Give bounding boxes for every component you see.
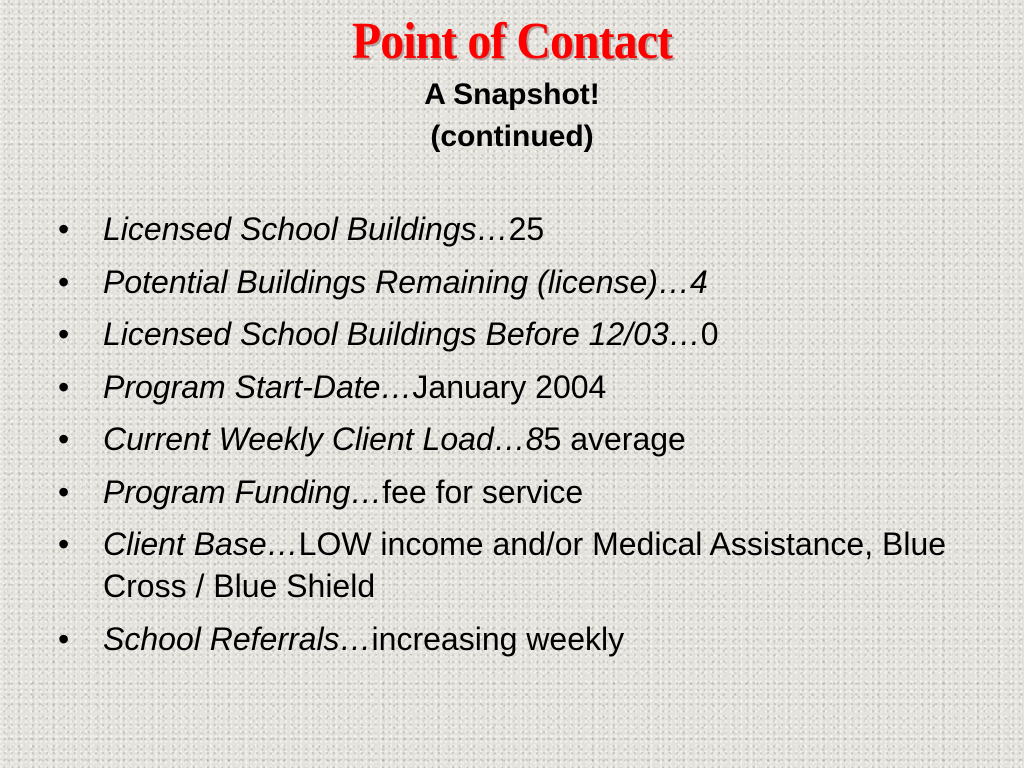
item-value: fee for service — [382, 473, 584, 510]
list-item — [58, 366, 958, 408]
list-item — [58, 418, 958, 460]
list-item — [58, 523, 958, 607]
bullet-icon: • — [58, 473, 70, 510]
item-value: 5 average — [543, 421, 686, 457]
item-value: January 2004 — [412, 368, 607, 405]
item-value: LOW income and/or Medical Assistance, Blue Cross / Blue Shield — [103, 526, 947, 604]
item-label: Current Weekly Client Load…8 — [103, 421, 544, 457]
item-label: Potential Buildings Remaining (license)…4 — [103, 263, 708, 300]
item-label: Licensed School Buildings… — [103, 211, 509, 247]
list-item — [58, 471, 958, 513]
item-label: Client Base… — [103, 526, 299, 562]
list-item — [58, 208, 958, 250]
slide-title: Point of Contact — [351, 13, 673, 70]
item-value: 25 — [508, 211, 545, 247]
bullet-icon: • — [58, 316, 70, 352]
slide-subtitle-line-2: (continued) — [430, 120, 594, 153]
item-label: Program Funding… — [103, 473, 383, 510]
item-label: School Referrals… — [103, 620, 372, 657]
item-label: Program Start-Date… — [103, 368, 413, 405]
bullet-icon: • — [58, 263, 70, 300]
bullet-icon: • — [58, 211, 70, 247]
list-item — [58, 313, 958, 355]
bullet-icon: • — [58, 620, 70, 657]
bullet-icon: • — [58, 526, 70, 562]
list-item — [58, 618, 958, 660]
bullet-icon: • — [58, 368, 70, 405]
snapshot-list — [58, 208, 958, 670]
item-value: 0 — [700, 316, 719, 352]
item-value: increasing weekly — [371, 620, 625, 657]
item-label: Licensed School Buildings Before 12/03… — [103, 316, 701, 352]
title-block — [0, 10, 1024, 158]
bullet-icon: • — [58, 421, 70, 457]
slide-subtitle-line-1: A Snapshot! — [424, 78, 600, 111]
list-item — [58, 261, 958, 303]
